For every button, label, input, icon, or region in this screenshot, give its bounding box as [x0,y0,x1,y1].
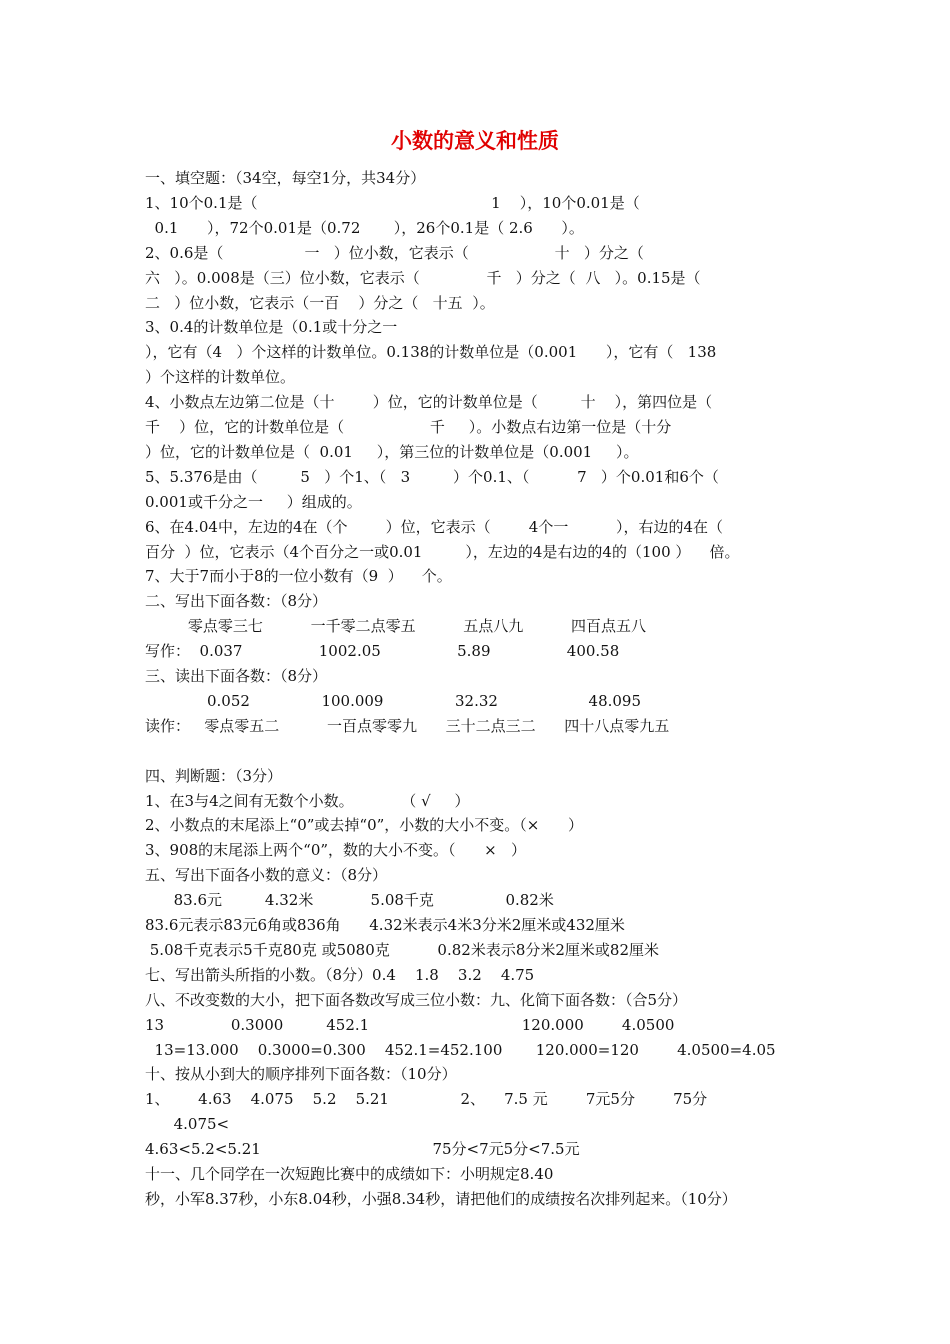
text-line: ）个这样的计数单位。 [145,368,296,387]
text-line: 6、在4.04中，左边的4在（个 ）位，它表示（ 4个一 ），右边的4在（ [145,517,724,536]
text-line: 一、填空题：（34空，每空1分，共34分） [145,169,426,187]
text-line: 八、不改变数的大小，把下面各数改写成三位小数：九、化简下面各数：（合5分） [145,990,688,1009]
text-line: 4.075< [145,1115,230,1134]
text-line: 二 ）位小数，它表示（一百 ）分之（ 十五 ）。 [145,293,495,312]
text-line: 0.052 100.009 32.32 48.095 [145,691,642,710]
text-line: 写作： 0.037 1002.05 5.89 400.58 [145,642,620,661]
text-line: 5、5.376是由（ 5 ）个1、（ 3 ）个0.1、（ 7 ）个0.01和6个（ [145,467,719,486]
page-title: 小数的意义和性质 [391,128,559,153]
text-line: 零点零三七 一千零二点零五 五点八九 四百点五八 [145,617,646,636]
text-line: 十、按从小到大的顺序排列下面各数：（10分） [145,1065,457,1084]
text-line: 1、10个0.1是（ 1 ），10个0.01是（ [145,193,640,212]
text-line: 千 ）位，它的计数单位是（ 千 ）。小数点右边第一位是（十分 [145,418,672,436]
text-line: 4、小数点左边第二位是（十 ）位，它的计数单位是（ 十 ），第四位是（ [145,393,713,412]
text-line: 5.08千克表示5千克80克 或5080克 0.82米表示8分米2厘米或82厘米 [145,940,659,959]
text-line: 七、写出箭头所指的小数。（8分）0.4 1.8 3.2 4.75 [145,965,535,984]
text-line: 2、0.6是（ 一 ）位小数，它表示（ 十 ）分之（ [145,243,644,262]
text-line: 二、写出下面各数：（8分） [145,592,328,611]
text-line: 3、908的末尾添上两个“0”，数的大小不变。（ × ） [145,841,527,860]
text-line: 4.63<5.2<5.21 75分<7元5分<7.5元 [145,1140,580,1159]
text-line: 三、读出下面各数：（8分） [145,667,328,685]
text-line: 83.6元 4.32米 5.08千克 0.82米 [145,891,554,910]
text-line: 7、大于7而小于8的一位小数有（9 ） 个。 [145,567,452,586]
text-line: 13 0.3000 452.1 120.000 4.0500 [145,1015,675,1034]
text-line: ），它有（4 ）个这样的计数单位。0.138的计数单位是（0.001 ），它有（ 138 [145,343,717,362]
text-line: 五、写出下面各小数的意义：（8分） [145,866,388,885]
text-line: ）位，它的计数单位是（ 0.01 ），第三位的计数单位是（0.001 ）。 [145,442,639,461]
text-line: 四、判断题：（3分） [145,766,283,785]
text-line: 十一、几个同学在一次短跑比赛中的成绩如下：小明规定8.40 [145,1165,554,1183]
text-line: 13=13.000 0.3000=0.300 452.1=452.100 120.000=120 4.0500=4.05 [145,1040,776,1059]
text-line: 百分 ）位，它表示（4个百分之一或0.01 ），左边的4是右边的4的（100 ） 倍。 [145,542,740,561]
text-line: 1、在3与4之间有无数个小数。 （ √ ） [145,791,470,810]
text-line: 0.1 ），72个0.01是（0.72 ），26个0.1是（ 2.6 ）。 [145,218,584,237]
text-line: 83.6元表示83元6角或836角 4.32米表示4米3分米2厘米或432厘米 [145,916,625,934]
text-line: 0.001或千分之一 ）组成的。 [145,492,362,511]
text-line: 3、0.4的计数单位是（0.1或十分之一 [145,318,398,337]
text-line: 秒，小军8.37秒，小东8.04秒，小强8.34秒，请把他们的成绩按名次排列起来。（10分） [145,1189,737,1208]
text-line: 读作： 零点零五二 一百点零零九 三十二点三二 四十八点零九五 [145,716,670,735]
text-line: 2、小数点的末尾添上“0”或去掉“0”，小数的大小不变。（× ） [145,816,583,835]
text-line: 1、 4.63 4.075 5.2 5.21 2、 7.5 元 7元5分 75分 [145,1090,708,1109]
text-line: 六 ）。0.008是（三）位小数，它表示（ 千 ）分之（ 八 ）。0.15是（ [145,268,701,287]
